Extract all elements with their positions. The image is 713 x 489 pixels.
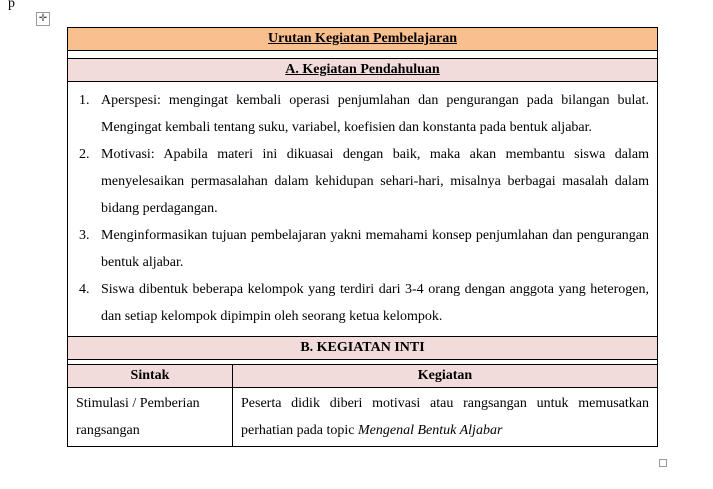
table-title-cell	[68, 28, 658, 51]
move-arrows-icon: ✛	[38, 13, 48, 24]
section-a-heading: A. Kegiatan Pendahuluan	[285, 62, 440, 77]
item-number: 2.	[79, 147, 90, 162]
section-a-content-cell	[68, 82, 658, 337]
list-item-3	[79, 222, 651, 276]
section-b-heading-cell	[68, 337, 658, 360]
section-b-heading: B. KEGIATAN INTI	[300, 340, 425, 355]
list-item-1	[79, 87, 651, 141]
item-number: 1.	[79, 93, 90, 108]
section-a-content-row	[68, 82, 658, 337]
table-row	[68, 388, 658, 447]
table-title: Urutan Kegiatan Pembelajaran	[268, 31, 457, 46]
item-text: Menginformasikan tujuan pembelajaran yakni memahami konsep penjumlahan dan pengurangan bentuk aljabar.	[101, 228, 649, 270]
item-number: 4.	[79, 282, 90, 297]
kegiatan-text: Peserta didik diberi motivasi atau rangsangan untuk memusatkan perhatian pada topic	[241, 396, 649, 438]
column-header-kegiatan: Kegiatan	[233, 365, 658, 388]
item-number: 3.	[79, 228, 90, 243]
item-text: Aperspesi: mengingat kembali operasi penjumlahan dan pengurangan pada bilangan bulat. Mengingat kembali tentang suku, variabel, koefisien dan konstanta pada bentuk aljabar.	[101, 93, 649, 135]
learning-activities-table	[67, 27, 658, 447]
kegiatan-text-italic: Mengenal Bentuk Aljabar	[358, 423, 503, 438]
table-move-handle-icon[interactable]	[36, 12, 50, 26]
list-item-2	[79, 141, 651, 222]
column-header-row	[68, 365, 658, 388]
stray-text-fragment: p	[8, 0, 15, 11]
table-resize-handle[interactable]	[659, 459, 667, 467]
spacer-row	[68, 51, 658, 59]
column-header-sintak: Sintak	[68, 365, 233, 388]
cell-sintak: Stimulasi / Pemberian rangsangan	[68, 388, 233, 447]
section-b-heading-row	[68, 337, 658, 360]
list-item-4	[79, 276, 651, 330]
item-text: Siswa dibentuk beberapa kelompok yang terdiri dari 3-4 orang dengan anggota yang heterogen, dan setiap kelompok dipimpin oleh seorang ketua kelompok.	[101, 282, 649, 324]
table-title-row	[68, 28, 658, 51]
item-text: Motivasi: Apabila materi ini dikuasai dengan baik, maka akan membantu siswa dalam menyelesaikan permasalahan dalam kehidupan sehari-hari, misalnya berbagai masalah dalam bidang perdagangan.	[101, 147, 649, 216]
cell-kegiatan	[233, 388, 658, 447]
section-a-heading-cell	[68, 59, 658, 82]
numbered-list	[68, 87, 657, 330]
section-a-heading-row	[68, 59, 658, 82]
